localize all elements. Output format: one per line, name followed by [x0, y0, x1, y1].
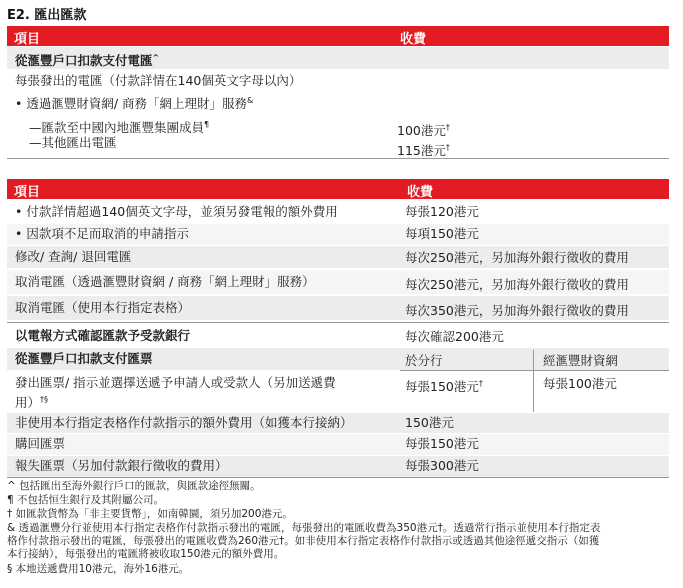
col-hsbcnet: 經滙豐財資網 [543, 353, 619, 368]
table2-row [7, 434, 669, 455]
table1-section-row [7, 47, 669, 69]
row-label: 修改/ 查詢/ 退回電匯 [15, 249, 132, 264]
section-title: E2. 匯出匯款 [7, 8, 87, 23]
row-label: • 付款詳情超過140個英文字母，並須另發電報的額外費用 [15, 204, 338, 219]
subcol-rule [400, 370, 669, 371]
row-fee: 每張300港元 [405, 458, 479, 473]
row-fee: 每項150港元 [405, 226, 479, 241]
table1-header [7, 26, 669, 46]
row-label: 取消電匯（使用本行指定表格） [15, 300, 191, 315]
table2-rule [7, 322, 669, 323]
table1-fee4: 115港元† [397, 143, 450, 159]
footnote: & 透過滙豐分行並使用本行指定表格作付款指示發出的電匯，每張發出的電匯收費為350港元†。透過常行指示並使用本行指定表 [7, 522, 601, 534]
row-label: 非使用本行指定表格作付款指示的額外費用（如獲本行接納） [15, 415, 353, 430]
table1-section-label: 從滙豐戶口扣款支付電匯^ [15, 53, 160, 69]
row-fee: 每張120港元 [405, 204, 479, 219]
row-label: 從滙豐戶口扣款支付匯票 [15, 351, 153, 366]
table1-line1: 每張發出的電匯（付款詳情在140個英文字母以內） [15, 73, 302, 88]
footnote: † 如匯款貨幣為「非主要貨幣」，如南韓圜，須另加200港元。 [7, 508, 293, 520]
table2-header [7, 179, 669, 199]
table1-fee3: 100港元† [397, 123, 450, 139]
table2-row [7, 270, 669, 294]
col-branch: 於分行 [405, 353, 443, 368]
row-fee-hsbcnet: 每張100港元 [543, 376, 617, 391]
row-label: 取消電匯（透過滙豐財資網 / 商務「網上理財」服務） [15, 274, 315, 289]
table2-row [7, 456, 669, 477]
table2-bottom-rule [7, 477, 669, 478]
footnote: 格作付款指示發出的電匯，每張發出的電匯收費為260港元†。如非使用本行指定表格作付款指示或透過其他途徑遞交指示（如獲 [7, 535, 600, 547]
row-fee: 150港元 [405, 415, 454, 430]
subcol-divider [533, 350, 534, 412]
row-fee: 每次確認200港元 [405, 329, 504, 344]
row-fee-branch: 每張150港元† [405, 379, 483, 395]
table1-body [7, 72, 669, 160]
table1-line3: —匯款至中國內地滙豐集團成員¶ [29, 120, 210, 136]
table2-row [7, 296, 669, 320]
row-label-cont: 用）†§ [15, 395, 49, 411]
footnote: 本行接納），每張發出的電匯將被收取150港元的額外費用。 [7, 548, 285, 560]
table2-col-item: 項目 [14, 185, 41, 200]
row-label: • 因款項不足而取消的申請指示 [15, 226, 189, 241]
table2-row [7, 246, 669, 268]
table1-line2: • 透過滙豐財資網/ 商務「網上理財」服務& [15, 96, 254, 112]
table1-line4: —其他匯出電匯 [29, 135, 117, 150]
footnote: ¶ 不包括恒生銀行及其附屬公司。 [7, 494, 165, 506]
table2-row [7, 348, 669, 370]
table2-row [7, 413, 669, 433]
table2-row [7, 372, 669, 412]
row-fee: 每次250港元，另加海外銀行徵收的費用 [405, 250, 629, 265]
table1-col-fee: 收費 [400, 32, 427, 47]
table2-row [7, 202, 669, 223]
row-label: 報失匯票（另加付款銀行徵收的費用） [15, 458, 228, 473]
row-fee: 每張150港元 [405, 436, 479, 451]
row-fee: 每次250港元，另加海外銀行徵收的費用 [405, 277, 629, 292]
table2-col-fee: 收費 [407, 185, 434, 200]
row-label: 以電報方式確認匯款予受款銀行 [15, 328, 191, 343]
table2-row [7, 324, 669, 346]
footnote: § 本地送遞費用10港元，海外16港元。 [7, 563, 190, 575]
row-fee: 每次350港元，另加海外銀行徵收的費用 [405, 303, 629, 318]
table1-col-item: 項目 [14, 32, 41, 47]
table1-bottom-rule [7, 158, 669, 159]
row-label: 購回匯票 [15, 436, 66, 451]
table2-row [7, 224, 669, 245]
row-label: 發出匯票/ 指示並選擇送遞予申請人或受款人（另加送遞費 [15, 375, 336, 390]
footnote: ^ 包括匯出至海外銀行戶口的匯款，與匯款途徑無關。 [7, 480, 261, 492]
